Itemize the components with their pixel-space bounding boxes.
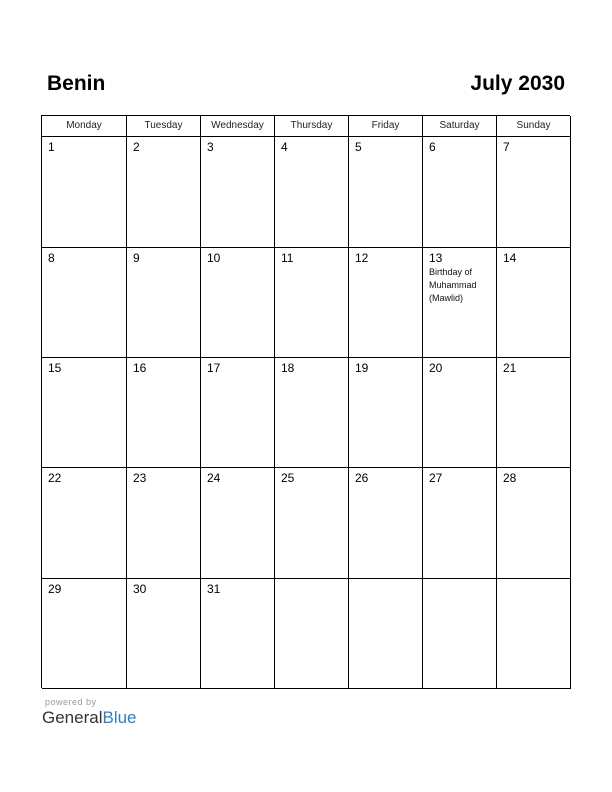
day-cell (349, 248, 423, 358)
day-cell (42, 579, 127, 689)
day-number: 9 (133, 251, 140, 265)
day-number: 20 (429, 361, 443, 375)
day-number: 17 (207, 361, 221, 375)
country-title: Benin (47, 72, 106, 95)
day-cell (127, 248, 201, 358)
day-number: 18 (281, 361, 295, 375)
day-cell (423, 358, 497, 468)
day-number: 8 (48, 251, 55, 265)
powered-by-text: powered by (45, 697, 97, 707)
day-cell (275, 248, 349, 358)
day-cell (127, 579, 201, 689)
month-year-title: July 2030 (470, 72, 565, 95)
day-cell (497, 248, 571, 358)
day-number: 10 (207, 251, 221, 265)
day-number: 12 (355, 251, 369, 265)
generalblue-logo[interactable] (42, 708, 137, 728)
day-cell (349, 137, 423, 248)
holiday-event: Birthday of Muhammad (Mawlid) (429, 267, 477, 303)
day-number: 26 (355, 471, 369, 485)
weekday-header-monday: Monday (42, 116, 127, 137)
day-number: 16 (133, 361, 147, 375)
day-number: 30 (133, 582, 147, 596)
day-number: 23 (133, 471, 147, 485)
day-number: 7 (503, 140, 510, 154)
day-cell (423, 137, 497, 248)
day-number: 29 (48, 582, 62, 596)
day-cell (42, 468, 127, 579)
day-cell (275, 468, 349, 579)
day-number: 25 (281, 471, 295, 485)
weekday-header-friday: Friday (349, 116, 423, 137)
day-number: 6 (429, 140, 436, 154)
day-number: 3 (207, 140, 214, 154)
day-number: 28 (503, 471, 517, 485)
day-number: 19 (355, 361, 369, 375)
weekday-header-tuesday: Tuesday (127, 116, 201, 137)
day-number: 31 (207, 582, 221, 596)
day-number: 5 (355, 140, 362, 154)
day-cell (497, 137, 571, 248)
day-number: 2 (133, 140, 140, 154)
day-cell (127, 358, 201, 468)
day-cell (201, 137, 275, 248)
day-cell (275, 579, 349, 689)
day-number: 27 (429, 471, 443, 485)
day-cell (275, 358, 349, 468)
day-cell (42, 248, 127, 358)
day-cell (42, 137, 127, 248)
day-cell (497, 358, 571, 468)
day-cell (127, 137, 201, 248)
weekday-header-wednesday: Wednesday (201, 116, 275, 137)
day-number: 22 (48, 471, 62, 485)
day-number: 11 (281, 251, 294, 265)
weekday-header-thursday: Thursday (275, 116, 349, 137)
brand-blue-text: Blue (102, 708, 137, 727)
day-cell (127, 468, 201, 579)
day-cell (349, 468, 423, 579)
day-cell (349, 358, 423, 468)
weekday-header-sunday: Sunday (497, 116, 571, 137)
day-number: 13 (429, 251, 443, 265)
day-cell (201, 468, 275, 579)
day-cell (42, 358, 127, 468)
calendar-grid (41, 115, 570, 688)
day-cell (349, 579, 423, 689)
day-cell (275, 137, 349, 248)
brand-general-text: General (42, 708, 103, 727)
day-cell (423, 468, 497, 579)
day-number: 24 (207, 471, 221, 485)
day-cell (201, 358, 275, 468)
day-number: 21 (503, 361, 517, 375)
day-number: 1 (48, 140, 55, 154)
day-cell (423, 579, 497, 689)
day-cell (497, 579, 571, 689)
weekday-header-saturday: Saturday (423, 116, 497, 137)
day-cell (201, 579, 275, 689)
day-number: 4 (281, 140, 288, 154)
day-cell (497, 468, 571, 579)
day-number: 15 (48, 361, 62, 375)
day-number: 14 (503, 251, 517, 265)
day-cell (201, 248, 275, 358)
day-cell (423, 248, 497, 358)
